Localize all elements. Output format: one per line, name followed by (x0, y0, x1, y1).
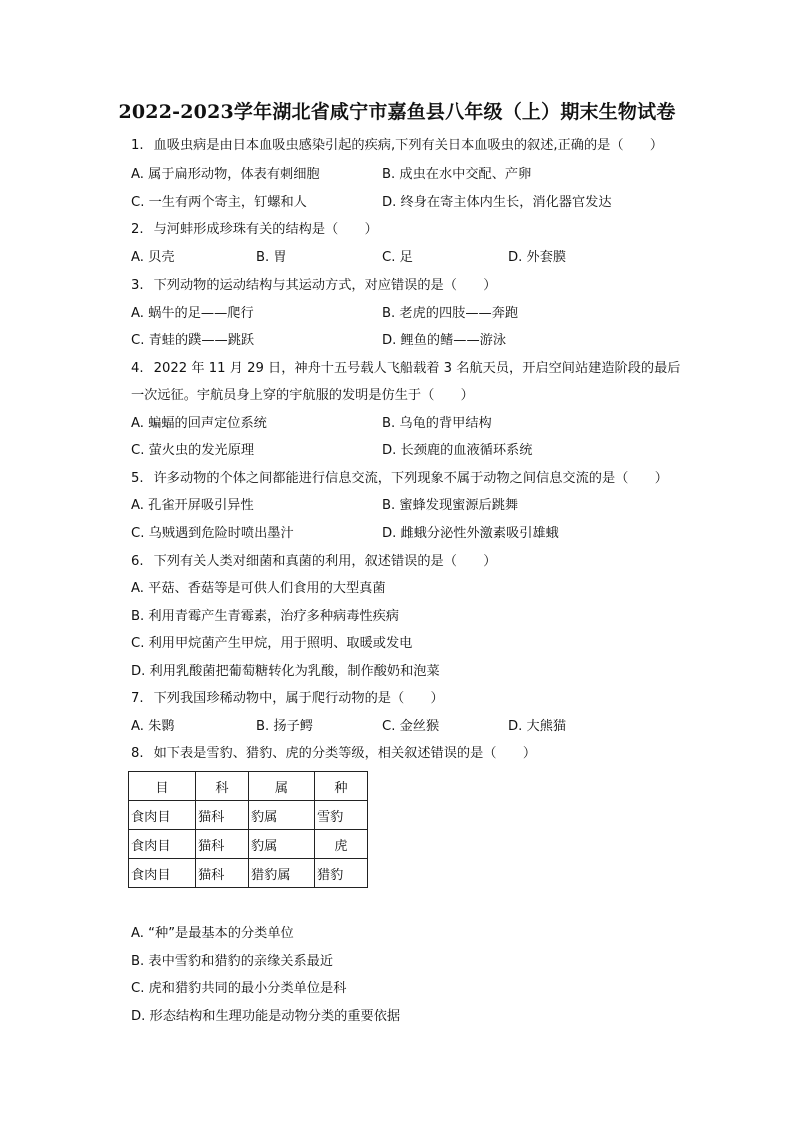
question-number: 3. (131, 278, 144, 293)
option-c: C. 一生有两个寄主，钉螺和人 (131, 195, 307, 210)
question-number: 5. (131, 471, 144, 486)
table-row (129, 830, 368, 859)
option-d: D. 形态结构和生理功能是动物分类的重要依据 (131, 1009, 401, 1024)
option-d: D. 雌蛾分泌性外激素吸引雄蛾 (382, 526, 559, 541)
question-stem: 血吸虫病是由日本血吸虫感染引起的疾病,下列有关日本血吸虫的叙述,正确的是（ ） (153, 138, 664, 153)
option-a: A. 贝壳 (131, 250, 175, 265)
table-header-cell: 种 (315, 772, 368, 801)
question-4 (131, 360, 680, 378)
question-2 (131, 221, 378, 239)
question-number: 8. (131, 746, 144, 761)
question-3 (131, 277, 496, 295)
question-stem: 下列动物的运动结构与其运动方式，对应错误的是（ ） (153, 278, 497, 293)
option-b: B. 利用青霉产生青霉素，治疗多种病毒性疾病 (131, 609, 399, 624)
page-title: 2022-2023学年湖北省咸宁市嘉鱼县八年级（上）期末生物试卷 (118, 101, 676, 123)
table-row (129, 801, 368, 830)
option-c: C. 虎和猎豹共同的最小分类单位是科 (131, 981, 347, 996)
table-cell: 猎豹属 (249, 859, 315, 888)
option-c: C. 青蛙的蹼——跳跃 (131, 333, 255, 348)
table-header-row (129, 772, 368, 801)
option-b: B. 胃 (256, 250, 287, 265)
table-cell: 食肉目 (129, 830, 196, 859)
option-b: B. 表中雪豹和猎豹的亲缘关系最近 (131, 954, 334, 969)
classification-table (128, 771, 368, 888)
option-a: A. “种”是最基本的分类单位 (131, 926, 294, 941)
question-8 (131, 745, 536, 763)
question-7 (131, 690, 444, 708)
option-c: C. 足 (382, 250, 413, 265)
option-a: A. 蝙蝠的回声定位系统 (131, 416, 267, 431)
question-number: 1. (131, 138, 144, 153)
question-stem: 2022 年 11 月 29 日，神舟十五号载人飞船载着 3 名航天员，开启空间站建造阶段的最后 (153, 361, 681, 376)
question-number: 7. (131, 691, 144, 706)
question-number: 4. (131, 361, 144, 376)
option-d: D. 终身在寄主体内生长，消化器官发达 (382, 195, 612, 210)
option-a: A. 蜗牛的足——爬行 (131, 306, 254, 321)
table-header-cell: 目 (129, 772, 196, 801)
option-c: C. 金丝猴 (382, 719, 440, 734)
option-d: D. 外套膜 (508, 250, 567, 265)
option-b: B. 扬子鳄 (256, 719, 313, 734)
question-6 (131, 553, 496, 571)
question-1 (131, 137, 663, 155)
question-stem-continuation: 一次远征。宇航员身上穿的宇航服的发明是仿生于（ ） (131, 388, 474, 403)
table-cell: 雪豹 (315, 801, 368, 830)
question-stem: 许多动物的个体之间都能进行信息交流，下列现象不属于动物之间信息交流的是（ ） (153, 471, 668, 486)
option-d: D. 长颈鹿的血液循环系统 (382, 443, 533, 458)
option-b: B. 乌龟的背甲结构 (382, 416, 492, 431)
question-number: 6. (131, 554, 144, 569)
question-stem: 下列我国珍稀动物中，属于爬行动物的是（ ） (153, 691, 444, 706)
option-d: D. 大熊猫 (508, 719, 567, 734)
table-header-cell: 科 (196, 772, 249, 801)
table-cell: 猫科 (196, 859, 249, 888)
table-cell: 猫科 (196, 830, 249, 859)
table-cell: 猫科 (196, 801, 249, 830)
option-c: C. 乌贼遇到危险时喷出墨汁 (131, 526, 294, 541)
option-a: A. 平菇、香菇等是可供人们食用的大型真菌 (131, 581, 386, 596)
table-cell: 虎 (315, 830, 368, 859)
table-row (129, 859, 368, 888)
option-c: C. 萤火虫的发光原理 (131, 443, 255, 458)
option-b: B. 老虎的四肢——奔跑 (382, 306, 519, 321)
table-cell: 食肉目 (129, 859, 196, 888)
option-b: B. 成虫在水中交配、产卵 (382, 167, 532, 182)
option-c: C. 利用甲烷菌产生甲烷，用于照明、取暖或发电 (131, 636, 413, 651)
option-a: A. 属于扁形动物，体表有刺细胞 (131, 167, 320, 182)
table-cell: 豹属 (249, 830, 315, 859)
option-b: B. 蜜蜂发现蜜源后跳舞 (382, 498, 519, 513)
table-header-cell: 属 (249, 772, 315, 801)
option-a: A. 孔雀开屏吸引异性 (131, 498, 254, 513)
question-number: 2. (131, 222, 144, 237)
table-cell: 食肉目 (129, 801, 196, 830)
option-d: D. 鲤鱼的鳍——游泳 (382, 333, 507, 348)
table-cell: 猎豹 (315, 859, 368, 888)
question-5 (131, 470, 668, 488)
option-d: D. 利用乳酸菌把葡萄糖转化为乳酸，制作酸奶和泡菜 (131, 664, 440, 679)
option-a: A. 朱鹮 (131, 719, 175, 734)
question-stem: 如下表是雪豹、猎豹、虎的分类等级，相关叙述错误的是（ ） (153, 746, 537, 761)
question-stem: 与河蚌形成珍珠有关的结构是（ ） (153, 222, 378, 237)
question-stem: 下列有关人类对细菌和真菌的利用，叙述错误的是（ ） (153, 554, 497, 569)
table-cell: 豹属 (249, 801, 315, 830)
